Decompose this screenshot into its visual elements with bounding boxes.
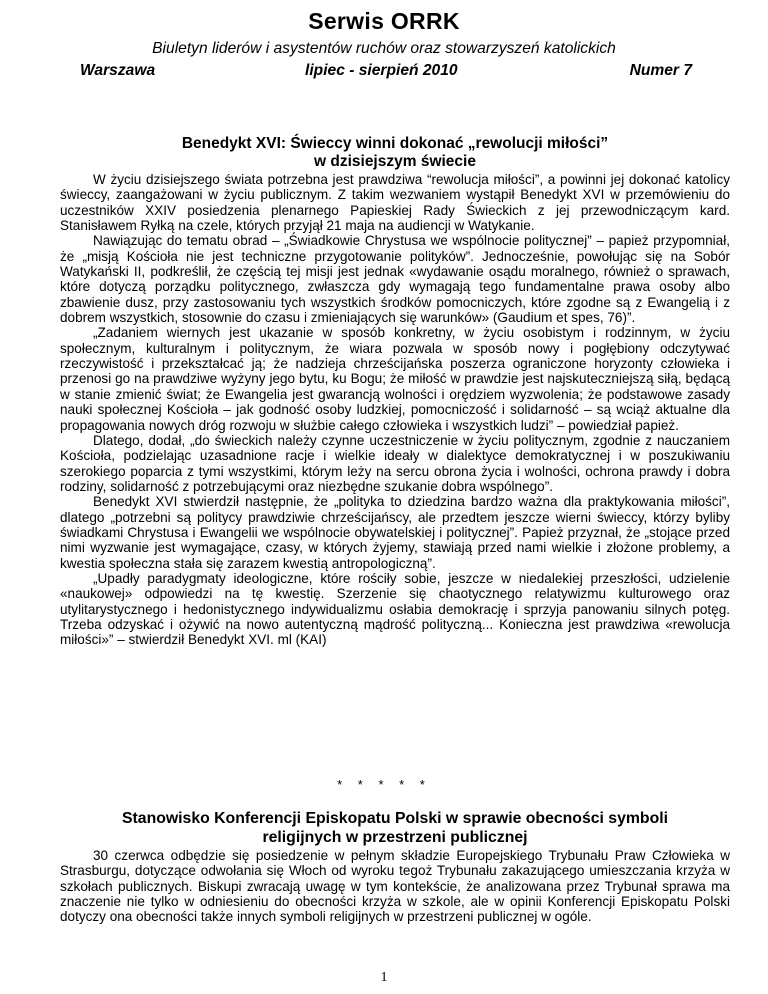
article-episcopate-religious-symbols <box>60 810 730 925</box>
headline-line: Stanowisko Konferencji Episkopatu Polski w sprawie obecności symboli <box>121 810 668 827</box>
article-paragraph: Dlatego, dodał, „do świeckich należy czynne uczestniczenie w życiu politycznym, zgodnie z nauczaniem Kościoła, podzielając uzasadnione racje i wielkie ideały w dialektyce demokratycznej i w poszukiwaniu szerokiego poparcia z tymi wszystkimi, którym leży na sercu obrona życia i wolności, ochrona prawdy i dobra rodziny, solidarność z potrzebującymi oraz niezbędne szukanie dobra wspólnego”. <box>60 432 730 494</box>
publication-subtitle: Biuletyn liderów i asystentów ruchów oraz stowarzyszeń katolickich <box>152 40 616 57</box>
article-paragraph: Benedykt XVI stwierdził następnie, że „polityka to dziedzina bardzo ważna dla praktykowania miłości”, dlatego „potrzebni są politycy prawdziwie chrześcijańscy, ale przedtem jeszcze wierni świeccy, którzy byliby świadkami Chrystusa i Ewangelii we wspólnocie obywatelskiej i politycznej”. Papież przyznał, że „stojące przed nimi wyzwanie jest wymagające, czasy, w których żyjemy, stawiają przed nami wielkie i złożone problemy, a kwestia społeczna stała się zarazem kwestią antropologiczną”. <box>60 494 730 571</box>
publication-title: Serwis ORRK <box>308 8 460 34</box>
issue-date: lipiec - sierpień 2010 <box>305 62 458 79</box>
issue-number: Numer 7 <box>629 62 692 79</box>
article-benedict-revolution-of-love <box>60 135 730 648</box>
article-paragraph: „Zadaniem wiernych jest ukazanie w sposób konkretny, w życiu osobistym i rodzinnym, w życiu społecznym, kulturalnym i politycznym, że wiara pozwala w sposób nowy i pogłębiony odczytywać rzeczywistość i przekształcać ją; że nadzieja chrześcijańska poszerza ograniczone horyzonty człowieka i przenosi go na prawdziwe wyżyny jego bytu, ku Bogu; że miłość w prawdzie jest najskuteczniejszą siłą, będącą w stanie zmienić świat; że Ewangelia jest gwarancją wolności i orędziem wyzwolenia; że podstawowe zasady nauki społecznej Kościoła – jak godność osoby ludzkiej, pomocniczość i solidarność – są wciąż aktualne dla propagowania nowych dróg rozwoju w służbie całego człowieka i wszystkich ludzi” – powiedział papież. <box>60 325 730 433</box>
headline-line: w dzisiejszym świecie <box>314 153 476 170</box>
section-separator: * * * * * <box>337 777 431 792</box>
article-headline <box>60 810 730 847</box>
headline-line: Benedykt XVI: Świeccy winni dokonać „rewolucji miłości” <box>181 135 609 152</box>
article-paragraph: Nawiązując do tematu obrad – „Świadkowie Chrystusa we wspólnocie politycznej” – papież przypomniał, że „misją Kościoła nie jest techniczne przygotowanie polityków”. Jednocześnie, powołując się na Sobór Watykański II, podkreślił, że częścią tej misji jest jednak «wydawanie osądu moralnego, również o sprawach, które dotyczą porządku politycznego, zwłaszcza gdy wymagają tego fundamentalne prawa osoby albo zbawienie dusz, przy zastosowaniu tych wszystkich środków pomocniczych, które zgodne są z Ewangelią i z dobrem wszystkich, stosownie do czasu i zmieniających się warunków» (Gaudium et spes, 76)”. <box>60 233 730 326</box>
page-number: 1 <box>380 970 388 985</box>
article-paragraph: 30 czerwca odbędzie się posiedzenie w pełnym składzie Europejskiego Trybunału Praw Człowieka w Strasburgu, dotyczące odwołania się Włoch od wyroku tegoż Trybunału zakazującego umieszczania krzyża w szkołach publicznych. Biskupi zwracają uwagę w tym kontekście, że analizowana przez Trybunał sprawa ma znaczenie nie tylko w odniesieniu do obecności krzyża w szkole, ale w opinii Konferencji Episkopatu Polski dotyczy ona obecności także innych symboli religijnych w przestrzeni publicznej w ogóle. <box>60 848 730 925</box>
issue-city: Warszawa <box>80 62 156 79</box>
article-paragraph: „Upadły paradygmaty ideologiczne, które rościły sobie, jeszcze w niedalekiej przeszłości, udzielenie «naukowej» odpowiedzi na tę kwestię. Szerzenie się chaotycznego relatywizmu kulturowego oraz utylitarystycznego i hedonistycznego indywidualizmu osłabia demokrację i sprzyja panowaniu silnych potęg. Trzeba odzyskać i ożywić na nowo autentyczną mądrość polityczną... Konieczna jest prawdziwa «rewolucja miłości»” – stwierdził Benedykt XVI. ml (KAI) <box>60 570 730 648</box>
article-headline <box>60 135 730 171</box>
article-paragraph: W życiu dzisiejszego świata potrzebna jest prawdziwa “rewolucja miłości”, a powinni jej dokonać katolicy świeccy, zaangażowani w życiu publicznym. Z takim wezwaniem wystąpił Benedykt XVI w przemówieniu do uczestników XXIV posiedzenia plenarnego Papieskiej Rady Świeckich z jej przewodniczącym kard. Stanisławem Ryłką na czele, których przyjął 21 maja na audiencji w Watykanie. <box>60 172 730 234</box>
issue-info-row <box>80 62 692 84</box>
headline-line: religijnych w przestrzeni publicznej <box>262 828 528 846</box>
